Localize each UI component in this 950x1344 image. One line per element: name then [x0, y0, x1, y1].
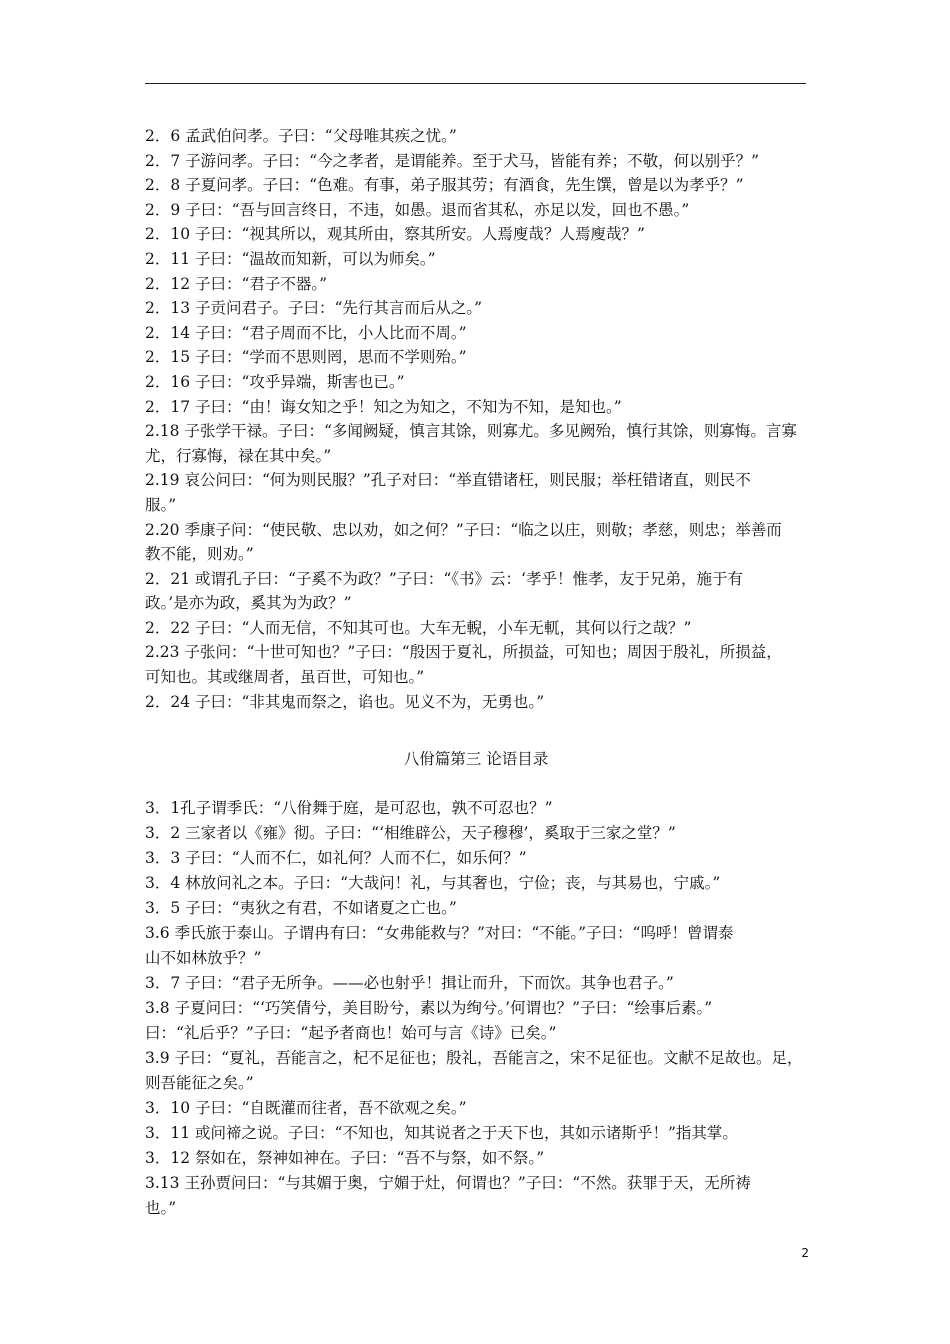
text-line: 2.18 子张学干禄。子曰：“多闻阙疑，慎言其馀，则寡尤。多见阙殆，慎行其馀，则寡悔。言寡	[145, 422, 797, 441]
text-line: 2．12 子曰：“君子不器。”	[145, 274, 328, 293]
text-line: 3.9 子曰：“夏礼，吾能言之，杞不足征也；殷礼，吾能言之，宋不足征也。文献不足故也。足，	[145, 1049, 803, 1067]
text-line: 2．14 子曰：“君子周而不比，小人比而不周。”	[145, 323, 467, 342]
text-line: 2．13 子贡问君子。子曰：“先行其言而后从之。”	[145, 299, 483, 318]
text-line: 政。’是亦为政，奚其为为政？”	[145, 594, 352, 613]
text-line: 3.13 王孙贾问曰：“与其媚于奥，宁媚于灶，何谓也？”子曰：“不然。获罪于天，无所祷	[145, 1174, 751, 1192]
chapter-2-text	[145, 124, 807, 714]
text-line: 3.8 子夏问曰：“‘巧笑倩兮，美目盼兮，素以为绚兮。’何谓也？”子曰：“绘事后素。”	[145, 999, 713, 1017]
chapter-3-text	[145, 796, 807, 1221]
text-line: 可知也。其或继周者，虽百世，可知也。”	[145, 668, 425, 687]
text-line: 3．7 子曰：“君子无所争。——必也射乎！揖让而升，下而饮。其争也君子。”	[145, 974, 674, 992]
text-line: 2．17 子曰：“由！诲女知之乎！知之为知之，不知为不知，是知也。”	[145, 397, 622, 416]
text-line: 3．2 三家者以《雍》彻。子曰：“‘相维辟公，天子穆穆’，奚取于三家之堂？”	[145, 824, 676, 842]
text-line: 2．24 子曰：“非其鬼而祭之，谄也。见义不为，无勇也。”	[145, 692, 545, 711]
text-line: 3．10 子曰：“自既灌而往者，吾不欲观之矣。”	[145, 1099, 467, 1117]
text-line: 3．1孔子谓季氏：“八佾舞于庭，是可忍也，孰不可忍也？”	[145, 799, 553, 817]
text-line: 2．21 或谓孔子曰：“子奚不为政？”子曰：“《书》云：‘孝乎！惟孝，友于兄弟，施于有	[145, 569, 743, 588]
text-line: 2.23 子张问：“十世可知也？”子曰：“殷因于夏礼，所损益，可知也；周因于殷礼，所损益，	[145, 643, 782, 662]
text-line: 3.6 季氏旅于泰山。子谓冉有曰：“女弗能救与？”对曰：“不能。”子曰：“呜呼！曾谓泰	[145, 924, 734, 942]
text-line: 教不能，则劝。”	[145, 545, 254, 564]
text-line: 2．16 子曰：“攻乎异端，斯害也已。”	[145, 372, 405, 391]
text-line: 尤，行寡悔，禄在其中矣。”	[145, 446, 332, 465]
text-line: 3．12 祭如在，祭神如神在。子曰：“吾不与祭，如不祭。”	[145, 1149, 545, 1167]
text-line: 3．5 子曰：“夷狄之有君，不如诸夏之亡也。”	[145, 899, 457, 917]
text-line: 3．11 或问禘之说。子曰：“不知也，知其说者之于天下也，其如示诸斯乎！”指其掌。	[145, 1124, 738, 1142]
text-line: 2．9 子曰：“吾与回言终日，不违，如愚。退而省其私，亦足以发，回也不愚。”	[145, 200, 690, 219]
text-line: 2．11 子曰：“温故而知新，可以为师矣。”	[145, 249, 436, 268]
text-line: 2.20 季康子问：“使民敬、忠以劝，如之何？”子曰：“临之以庄，则敬；孝慈，则忠；举善而	[145, 520, 782, 539]
text-line: 3．3 子曰：“人而不仁，如礼何？人而不仁，如乐何？”	[145, 849, 527, 867]
text-line: 2．15 子曰：“学而不思则罔，思而不学则殆。”	[145, 348, 467, 367]
text-line: 2．10 子曰：“视其所以，观其所由，察其所安。人焉廋哉？人焉廋哉？”	[145, 225, 645, 244]
text-line: 2．7 子游问孝。子曰：“今之孝者，是谓能养。至于犬马，皆能有养；不敬，何以别乎？”	[145, 151, 760, 170]
section-title: 八佾篇第三 论语目录	[403, 750, 549, 768]
text-line: 山不如林放乎？”	[145, 949, 262, 967]
text-line: 则吾能征之矣。”	[145, 1074, 254, 1092]
text-line: 也。”	[145, 1199, 177, 1217]
text-line: 服。”	[145, 495, 177, 514]
text-line: 2．22 子曰：“人而无信，不知其可也。大车无輗，小车无軏，其何以行之哉？”	[145, 618, 692, 637]
text-line: 2．8 子夏问孝。子曰：“色难。有事，弟子服其劳；有酒食，先生馔，曾是以为孝乎？”	[145, 176, 744, 195]
text-line: 3．4 林放问礼之本。子曰：“大哉问！礼，与其奢也，宁俭；丧，与其易也，宁戚。”	[145, 874, 721, 892]
text-line: 2.19 哀公问曰：“何为则民服？”孔子对曰：“举直错诸枉，则民服；举枉错诸直，则民不	[145, 471, 751, 490]
header-rule	[145, 83, 806, 84]
text-line: 2．6 孟武伯问孝。子曰：“父母唯其疾之忧。”	[145, 127, 457, 145]
page-number: 2	[801, 1246, 809, 1260]
text-line: 曰：“礼后乎？”子曰：“起予者商也！始可与言《诗》已矣。”	[145, 1024, 557, 1042]
